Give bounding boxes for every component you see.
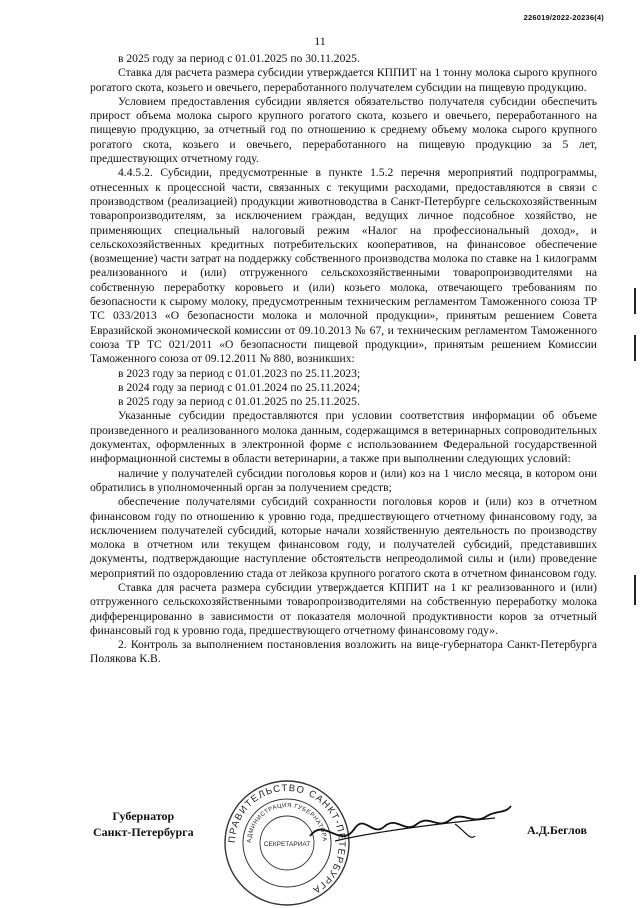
page-number: 11	[314, 34, 326, 48]
paragraph: наличие у получателей субсидии поголовья коров и (или) коз на 1 число месяца, в котором они обратились в уполномоченный орган за получением средств;	[90, 466, 597, 494]
paragraph: Ставка для расчета размера субсидии утверждается КППИТ на 1 тонну молока сырого крупного рогатого скота, козьего и овечьего, переработанного получателем субсидии на пищевую продукцию.	[90, 66, 597, 94]
signatory-name: А.Д.Беглов	[527, 823, 587, 837]
paragraph: в 2024 году за период с 01.01.2024 по 25.11.2024;	[118, 380, 361, 394]
document-id: 226019/2022-20236(4)	[523, 13, 604, 22]
paragraph: Указанные субсидии предоставляются при условии соответствия информации об объеме произведенного и реализованного молока данным, содержащимся в ветеринарных сопроводительных документах, оформленных в электронной форме с использованием Федеральной государственной информационной системы в области ветеринарии, а также при выполнении следующих условий:	[90, 409, 597, 466]
signature-block	[0, 782, 640, 903]
margin-mark	[634, 288, 636, 314]
signatory-title: Губернатор Санкт-Петербурга	[93, 809, 194, 839]
svg-text:СЕКРЕТАРИАТ: СЕКРЕТАРИАТ	[263, 841, 311, 848]
paragraph: 4.4.5.2. Субсидии, предусмотренные в пункте 1.5.2 перечня мероприятий подпрограммы, отнесенных к процессной части, связанных с текущими расходами, предоставляются в связи с производством (реализацией) продукции животноводства в Санкт-Петербурге сельскохозяйственным товаропроизводителям, за исключением граждан, ведущих личное подсобное хозяйство, не применяющих специальный налоговый режим «Налог на профессиональный доход», и сельскохозяйственных кредитных потребительских кооперативов, на финансовое обеспечение (возмещение) части затрат на поддержку собственного производства молока по ставке на 1 килограмм реализованного и (или) отгруженного сельскохозяйственными товаропроизводителями на собственную переработку коровьего и (или) козьего молока, отвечающего требованиям по безопасности к сырому молоку, предусмотренным техническим регламентом Таможенного союза ТР ТС 033/2013 «О безопасности молока и молочной продукции», принятым решением Совета Евразийской экономической комиссии от 09.10.2013 № 67, и техническим регламентом Таможенного союза ТР ТС 021/2011 «О безопасности пищевой продукции», принятым решением Комиссии Таможенного союза от 09.12.2011 № 880, возникших:	[90, 166, 597, 366]
svg-text:ПРАВИТЕЛЬСТВО САНКТ-ПЕТЕРБУРГА: ПРАВИТЕЛЬСТВО САНКТ-ПЕТЕРБУРГА	[226, 782, 348, 896]
paragraph: Ставка для расчета размера субсидии утверждается КППИТ на 1 кг реализованного и (или) отгруженного сельскохозяйственными товаропроизводителями на собственную переработку молока дифференцированно в зависимости от показателя молочной продуктивности коров за отчетный финансовый год к уровню года, предшествующего отчетному финансовому году».	[90, 580, 597, 637]
margin-mark	[634, 575, 636, 605]
handwritten-signature-icon	[305, 796, 515, 866]
document-body	[90, 52, 597, 667]
paragraph: в 2025 году за период с 01.01.2025 по 30.11.2025.	[118, 52, 360, 65]
paragraph: 2. Контроль за выполнением постановления возложить на вице-губернатора Санкт-Петербурга Полякова К.В.	[90, 638, 597, 666]
paragraph: Условием предоставления субсидии является обязательство получателя субсидии обеспечить прирост объема молока сырого крупного рогатого скота, козьего и овечьего, переработанного на пищевую продукцию, за отчетный год по отношению к среднему объему молока сырого крупного рогатого скота, козьего и овечьего, переработанного на пищевую продукцию за 5 лет, предшествующих отчетному году.	[90, 94, 597, 166]
svg-text:АДМИНИСТРАЦИЯ ГУБЕРНАТОРА: АДМИНИСТРАЦИЯ ГУБЕРНАТОРА	[246, 802, 328, 844]
paragraph: в 2025 году за период с 01.01.2025 по 25.11.2025.	[118, 395, 360, 409]
margin-mark	[634, 335, 636, 361]
paragraph: обеспечение получателями субсидий сохранности поголовья коров и (или) коз в отчетном финансовом году по отношению к уровню года, предшествующего отчетному финансовому году, за исключением получателей субсидий, которые начали хозяйственную деятельность по производству молока в отчетном или текущем финансовом году, и получателей субсидий, представивших документы, подтверждающие наступление обстоятельств непреодолимой силы и (или) проведение мероприятий по оздоровлению стада от лейкоза крупного рогатого скота в отчетном финансовом году.	[90, 495, 597, 580]
paragraph: в 2023 году за период с 01.01.2023 по 25.11.2023;	[118, 366, 361, 380]
